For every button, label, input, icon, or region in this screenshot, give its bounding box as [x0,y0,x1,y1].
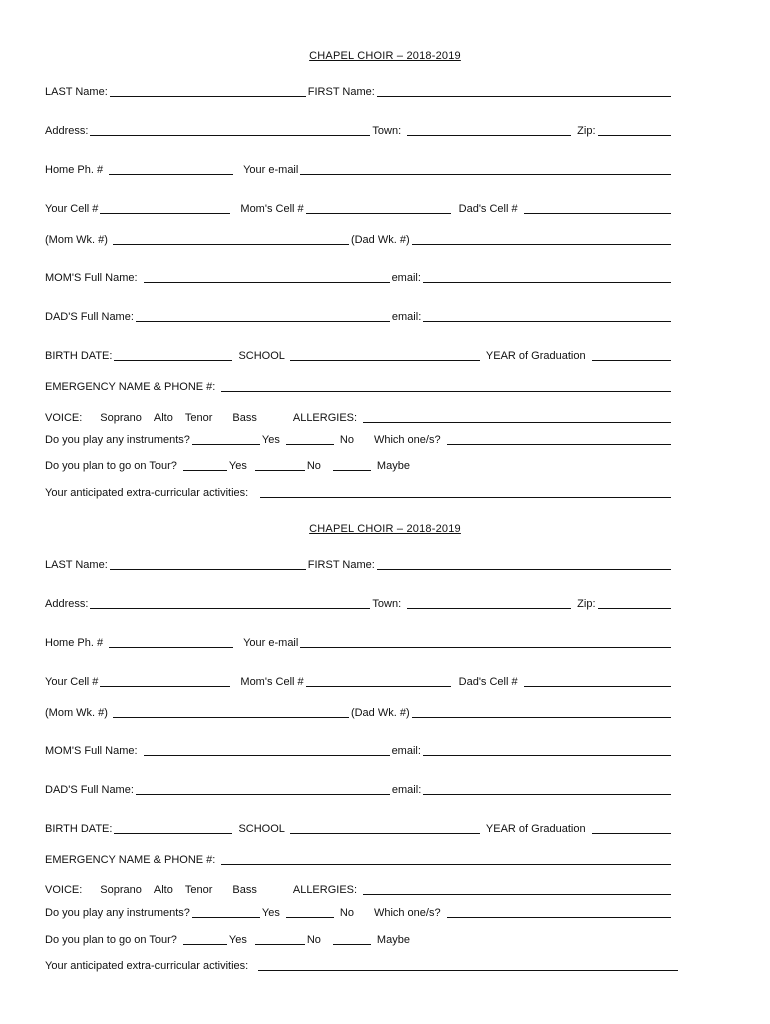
voice-row [45,880,673,896]
instruments-no-field[interactable] [286,434,334,445]
dad-full-name-label: DAD'S Full Name: [45,784,134,796]
emergency-field[interactable] [221,381,671,392]
cell-row [45,672,673,688]
dad-email-label: email: [391,784,422,796]
instruments-row [45,903,673,919]
dad-name-row [45,307,673,323]
year-graduation-field[interactable] [592,350,671,361]
town-field[interactable] [407,598,571,609]
email-field[interactable] [300,164,671,175]
phone-row [45,160,673,176]
zip-label: Zip: [577,598,596,610]
dad-email-field[interactable] [423,311,671,322]
tour-no-label: No [306,460,321,472]
first-name-label: FIRST Name: [307,86,375,98]
moms-cell-field[interactable] [306,676,451,687]
mom-full-name-field[interactable] [144,745,390,756]
mom-email-label: email: [391,745,421,757]
tour-maybe-field[interactable] [333,460,371,471]
home-phone-label: Home Ph. # [45,637,104,649]
town-field[interactable] [407,125,571,136]
tour-yes-label: Yes [228,934,247,946]
birth-school-row [45,819,673,835]
voice-label: VOICE: [45,412,83,424]
voice-option-tenor[interactable]: Tenor [184,884,213,896]
instruments-question: Do you play any instruments? [45,434,190,446]
dads-cell-field[interactable] [524,203,671,214]
mom-work-label: (Mom Wk. #) [45,234,108,246]
dads-cell-label: Dad's Cell # [458,203,518,215]
activities-label: Your anticipated extra-curricular activities: [45,960,249,972]
mom-work-label: (Mom Wk. #) [45,707,108,719]
mom-name-row [45,268,673,284]
activities-field[interactable] [260,487,671,498]
birth-date-field[interactable] [114,350,232,361]
dad-email-field[interactable] [423,784,671,795]
instruments-no-label: No [339,907,354,919]
instruments-no-field[interactable] [286,907,334,918]
which-ones-field[interactable] [447,907,671,918]
tour-row [45,456,673,472]
dad-full-name-field[interactable] [136,784,390,795]
year-graduation-field[interactable] [592,823,671,834]
tour-no-field[interactable] [255,934,305,945]
voice-option-bass[interactable]: Bass [232,412,257,424]
emergency-row [45,850,673,866]
emergency-field[interactable] [221,854,671,865]
voice-label: VOICE: [45,884,83,896]
emergency-label: EMERGENCY NAME & PHONE #: [45,381,216,393]
activities-label: Your anticipated extra-curricular activities: [45,487,249,499]
dad-full-name-field[interactable] [136,311,390,322]
address-field[interactable] [90,125,370,136]
voice-option-bass[interactable]: Bass [232,884,257,896]
zip-field[interactable] [598,598,671,609]
tour-maybe-label: Maybe [376,460,410,472]
email-label: Your e-mail [243,164,299,176]
zip-label: Zip: [577,125,596,137]
instruments-yes-field[interactable] [192,907,260,918]
dad-name-row [45,780,673,796]
dad-full-name-label: DAD'S Full Name: [45,311,134,323]
address-row [45,594,673,610]
mom-full-name-label: MOM'S Full Name: [45,745,138,757]
activities-field[interactable] [258,960,678,971]
tour-maybe-field[interactable] [333,934,371,945]
emergency-label: EMERGENCY NAME & PHONE #: [45,854,216,866]
mom-email-field[interactable] [423,745,671,756]
which-ones-label: Which one/s? [373,907,441,919]
town-label: Town: [372,598,402,610]
dad-email-label: email: [391,311,422,323]
town-label: Town: [372,125,402,137]
allergies-field[interactable] [363,884,671,895]
dad-work-field[interactable] [412,707,671,718]
first-name-label: FIRST Name: [307,559,375,571]
mom-work-field[interactable] [113,707,349,718]
tour-maybe-label: Maybe [376,934,410,946]
voice-option-soprano[interactable]: Soprano [100,412,142,424]
birth-school-row [45,346,673,362]
school-field[interactable] [290,350,480,361]
tour-no-field[interactable] [255,460,305,471]
mom-work-field[interactable] [113,234,349,245]
last-name-field[interactable] [110,86,306,97]
home-phone-field[interactable] [109,637,233,648]
school-label: SCHOOL [238,823,285,835]
tour-row [45,930,673,946]
which-ones-field[interactable] [447,434,671,445]
mom-email-field[interactable] [423,272,671,283]
birth-date-field[interactable] [114,823,232,834]
tour-yes-label: Yes [228,460,247,472]
last-name-label: LAST Name: [45,559,108,571]
dad-work-label: (Dad Wk. #) [350,234,410,246]
birth-date-label: BIRTH DATE: [45,823,113,835]
mom-full-name-field[interactable] [144,272,390,283]
activities-row [45,956,680,972]
mom-email-label: email: [391,272,421,284]
first-name-field[interactable] [377,559,671,570]
instruments-yes-label: Yes [261,907,280,919]
school-label: SCHOOL [238,350,285,362]
home-phone-label: Home Ph. # [45,164,104,176]
year-graduation-label: YEAR of Graduation [485,823,586,835]
dad-work-field[interactable] [412,234,671,245]
instruments-no-label: No [339,434,354,446]
allergies-field[interactable] [363,412,671,423]
voice-option-alto[interactable]: Alto [153,884,173,896]
address-label: Address: [45,125,89,137]
phone-row [45,633,673,649]
allergies-label: ALLERGIES: [292,884,358,896]
form-title: CHAPEL CHOIR – 2018-2019 [309,523,461,535]
address-row [45,121,673,137]
mom-full-name-label: MOM'S Full Name: [45,272,138,284]
voice-option-tenor[interactable]: Tenor [184,412,213,424]
work-phone-row [45,703,673,719]
mom-name-row [45,741,673,757]
dads-cell-field[interactable] [524,676,671,687]
address-field[interactable] [90,598,370,609]
your-cell-field[interactable] [100,203,230,214]
zip-field[interactable] [598,125,671,136]
tour-question: Do you plan to go on Tour? [45,934,177,946]
email-field[interactable] [300,637,671,648]
tour-no-label: No [306,934,321,946]
instruments-yes-label: Yes [261,434,280,446]
instruments-yes-field[interactable] [192,434,260,445]
address-label: Address: [45,598,89,610]
first-name-field[interactable] [377,86,671,97]
name-row [45,82,673,98]
your-cell-label: Your Cell # [45,676,99,688]
birth-date-label: BIRTH DATE: [45,350,113,362]
dad-work-label: (Dad Wk. #) [350,707,410,719]
form-title: CHAPEL CHOIR – 2018-2019 [309,50,461,62]
tour-yes-field[interactable] [183,460,227,471]
voice-row [45,408,673,424]
tour-yes-field[interactable] [183,934,227,945]
year-graduation-label: YEAR of Graduation [485,350,586,362]
home-phone-field[interactable] [109,164,233,175]
school-field[interactable] [290,823,480,834]
instruments-row [45,430,673,446]
work-phone-row [45,230,673,246]
your-cell-field[interactable] [100,676,230,687]
tour-question: Do you plan to go on Tour? [45,460,177,472]
activities-row [45,483,673,499]
emergency-row [45,377,673,393]
which-ones-label: Which one/s? [373,434,441,446]
moms-cell-field[interactable] [306,203,451,214]
email-label: Your e-mail [243,637,299,649]
your-cell-label: Your Cell # [45,203,99,215]
instruments-question: Do you play any instruments? [45,907,190,919]
moms-cell-label: Mom's Cell # [240,203,304,215]
name-row [45,555,673,571]
voice-option-alto[interactable]: Alto [153,412,173,424]
cell-row [45,199,673,215]
last-name-label: LAST Name: [45,86,108,98]
allergies-label: ALLERGIES: [292,412,358,424]
voice-option-soprano[interactable]: Soprano [100,884,142,896]
last-name-field[interactable] [110,559,306,570]
moms-cell-label: Mom's Cell # [240,676,304,688]
dads-cell-label: Dad's Cell # [458,676,518,688]
